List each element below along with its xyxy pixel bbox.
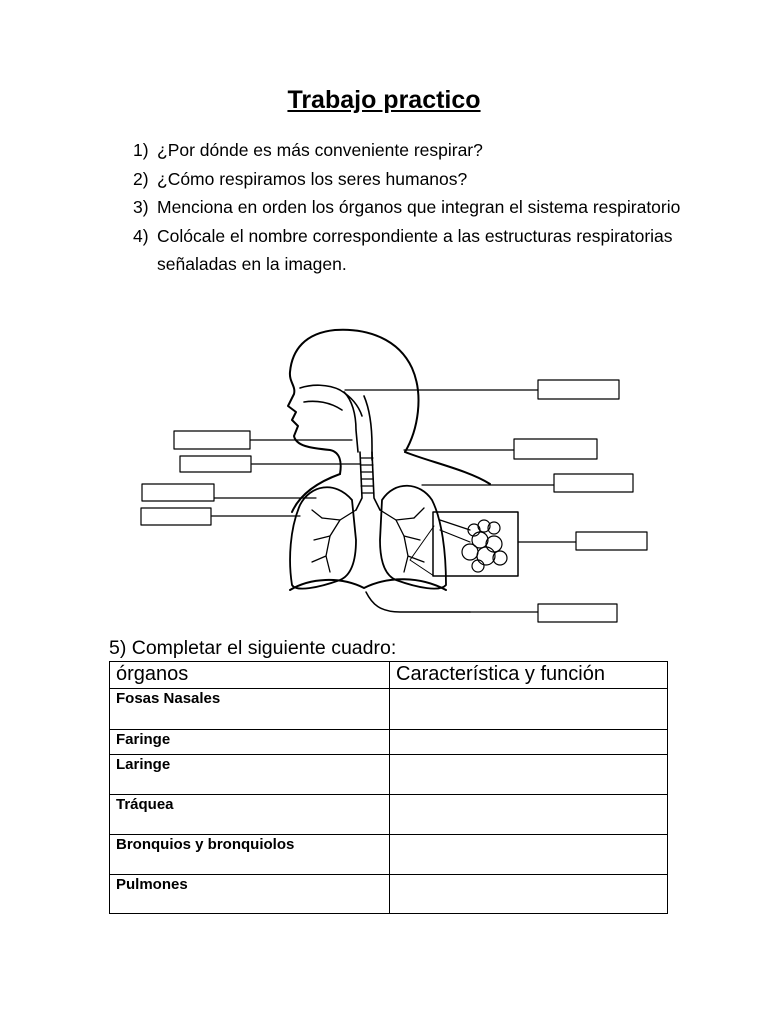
label-box [180,456,251,472]
table-row [110,795,668,835]
question-number: 1) [133,140,149,160]
question-text: ¿Cómo respiramos los seres humanos? [157,168,468,189]
answer-cell[interactable] [390,755,668,795]
trachea-left [356,452,362,510]
oral-cavity [304,401,342,410]
answer-cell[interactable] [390,835,668,875]
table-header-row [110,662,668,689]
table-row [110,730,668,755]
label-box [538,380,619,399]
organ-name: Fosas Nasales [110,689,390,730]
label-box [538,604,617,622]
table-row [110,755,668,795]
question-number: 3) [133,197,149,217]
question-1 [133,136,693,165]
answer-cell[interactable] [390,795,668,835]
organ-name: Laringe [110,755,390,795]
organ-name: Pulmones [110,875,390,914]
pharynx [344,392,358,452]
organ-name: Bronquios y bronquiolos [110,835,390,875]
label-box [141,508,211,525]
question-number: 4) [133,225,149,246]
table-row [110,835,668,875]
organs-table [109,661,668,914]
question-text: Colócale el nombre correspondiente a las estructuras respiratorias señaladas en la imagen. [157,225,673,274]
inset-pointer [410,526,434,576]
label-boxes [141,380,647,622]
shoulder-outline [405,452,490,484]
section-5-heading: 5) Completar el siguiente cuadro: [109,637,397,659]
question-4 [133,222,693,279]
label-box [174,431,250,449]
answer-cell[interactable] [390,875,668,914]
pharynx-back [364,396,372,460]
right-lung [380,486,446,589]
page-title: Trabajo practico [287,86,481,114]
respiratory-system-diagram [130,325,660,635]
answer-cell[interactable] [390,689,668,730]
question-list [133,136,693,279]
question-text: Menciona en orden los órganos que integran el sistema respiratorio [157,197,681,217]
label-box [576,532,647,550]
label-box [514,439,597,459]
table-row [110,875,668,914]
organ-name: Tráquea [110,795,390,835]
table-row [110,689,668,730]
column-header-organs: órganos [110,662,390,689]
diaphragm-line [366,592,470,612]
question-text: ¿Por dónde es más conveniente respirar? [157,140,483,160]
organ-name: Faringe [110,730,390,755]
bronchial-tree [312,508,424,572]
answer-cell[interactable] [390,730,668,755]
label-box [554,474,633,492]
label-box [142,484,214,501]
alveoli-cluster [440,520,507,572]
trachea-right [372,452,380,510]
question-2 [133,165,693,194]
question-number: 2) [133,168,149,189]
column-header-function: Característica y función [390,662,668,689]
question-3 [133,193,693,222]
